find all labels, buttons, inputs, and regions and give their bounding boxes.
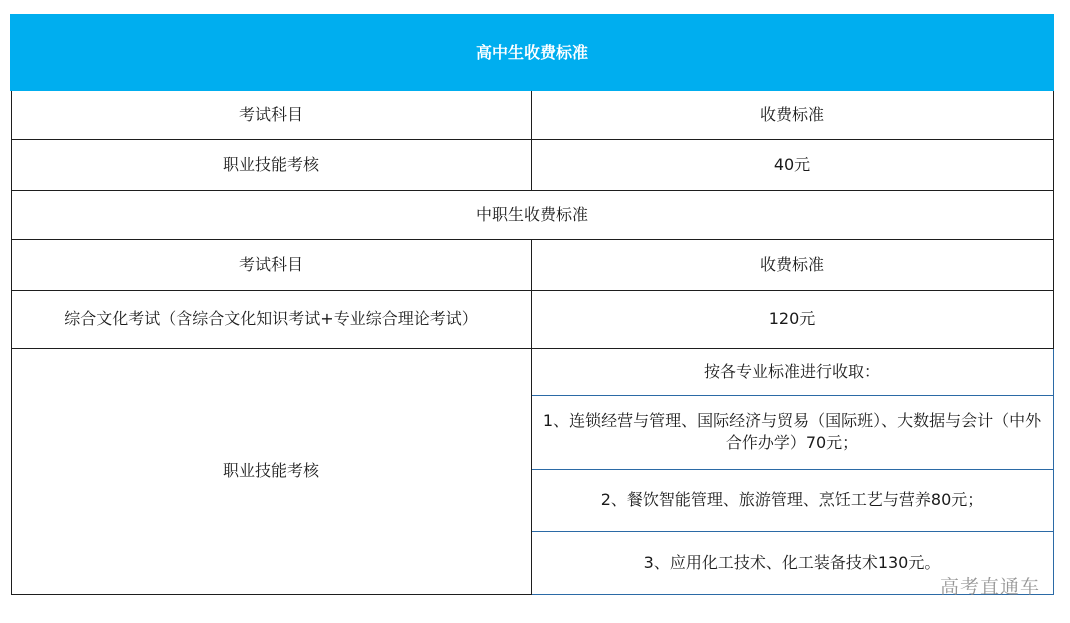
skill-subject-cell: 职业技能考核 bbox=[11, 348, 531, 594]
header-fee: 收费标准 bbox=[531, 90, 1053, 139]
skill-fee-item-3: 3、应用化工技术、化工装备技术130元。 bbox=[531, 531, 1053, 594]
skill-fee-item-1: 1、连锁经营与管理、国际经济与贸易（国际班）、大数据与会计（中外合作办学）70元； bbox=[531, 395, 1053, 469]
section-title-row bbox=[11, 190, 1053, 239]
table-row bbox=[11, 90, 1053, 139]
skill-fee-intro: 按各专业标准进行收取： bbox=[531, 348, 1053, 395]
subject-cell: 综合文化考试（含综合文化知识考试+专业综合理论考试） bbox=[11, 290, 531, 348]
table-row bbox=[11, 348, 1053, 395]
fee-cell: 40元 bbox=[531, 139, 1053, 190]
fee-cell: 120元 bbox=[531, 290, 1053, 348]
skill-fee-item-2: 2、餐饮智能管理、旅游管理、烹饪工艺与营养80元； bbox=[531, 469, 1053, 531]
table-row bbox=[11, 239, 1053, 290]
header-subject: 考试科目 bbox=[11, 239, 531, 290]
table-row bbox=[11, 290, 1053, 348]
subject-cell: 职业技能考核 bbox=[11, 139, 531, 190]
table-title: 高中生收费标准 bbox=[11, 15, 1053, 90]
section-title: 中职生收费标准 bbox=[11, 190, 1053, 239]
table-row bbox=[11, 139, 1053, 190]
fee-standard-table bbox=[10, 14, 1054, 595]
title-row bbox=[11, 15, 1053, 90]
watermark-text: 高考直通车 bbox=[939, 576, 1040, 598]
header-fee: 收费标准 bbox=[531, 239, 1053, 290]
header-subject: 考试科目 bbox=[11, 90, 531, 139]
